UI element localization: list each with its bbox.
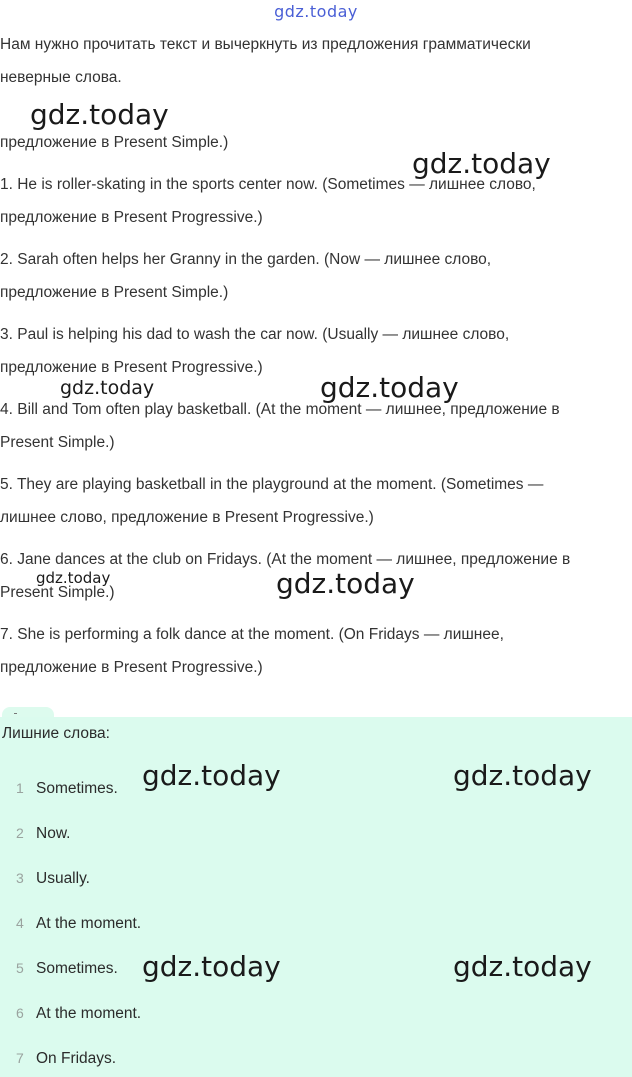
list-item-number: 5	[16, 960, 24, 976]
watermark: gdz.today	[320, 371, 459, 404]
answer-title: Лишние слова:	[2, 725, 110, 742]
list-item-text: Usually.	[36, 870, 90, 887]
text-line-12: Present Simple.)	[0, 584, 115, 601]
text-line-11: 6. Jane dances at the club on Fridays. (At the moment — лишнее, предложение в	[0, 551, 571, 568]
list-item-text: At the moment.	[36, 915, 142, 932]
watermark-top: gdz.today	[274, 2, 358, 21]
intro-line-1: Нам нужно прочитать текст и вычеркнуть из предложения грамматически	[0, 36, 531, 53]
watermark: gdz.today	[276, 567, 415, 600]
watermark: gdz.today	[60, 377, 155, 399]
list-item-text: On Fridays.	[36, 1050, 117, 1067]
text-line-10: лишнее слово, предложение в Present Progressive.)	[0, 509, 374, 526]
watermark: gdz.today	[453, 950, 592, 983]
list-item-text: Sometimes.	[36, 780, 118, 797]
list-item-number: 1	[16, 780, 24, 796]
text-line-6: предложение в Present Progressive.)	[0, 359, 263, 376]
watermark: gdz.today	[30, 98, 169, 131]
watermark: gdz.today	[142, 950, 281, 983]
text-line-4: предложение в Present Simple.)	[0, 284, 229, 301]
list-item-text: Sometimes.	[36, 960, 118, 977]
watermark: gdz.today	[412, 147, 551, 180]
text-line-9: 5. They are playing basketball in the playground at the moment. (Sometimes —	[0, 476, 544, 493]
intro-line-2: неверные слова.	[0, 69, 122, 86]
clipped-text-line	[0, 88, 360, 94]
text-line-8: Present Simple.)	[0, 434, 115, 451]
text-line-14: предложение в Present Progressive.)	[0, 659, 263, 676]
list-item-number: 6	[16, 1005, 24, 1021]
text-line-0: предложение в Present Simple.)	[0, 134, 229, 151]
text-line-13: 7. She is performing a folk dance at the moment. (On Fridays — лишнее,	[0, 626, 504, 643]
text-line-7: 4. Bill and Tom often play basketball. (At the moment — лишнее, предложение в	[0, 401, 560, 418]
answer-box	[0, 717, 632, 1077]
watermark: gdz.today	[142, 759, 281, 792]
text-line-2: предложение в Present Progressive.)	[0, 209, 263, 226]
list-item-number: 7	[16, 1050, 24, 1066]
text-line-1: 1. He is roller-skating in the sports center now. (Sometimes — лишнее слово,	[0, 176, 536, 193]
text-line-3: 2. Sarah often helps her Granny in the garden. (Now — лишнее слово,	[0, 251, 492, 268]
watermark: gdz.today	[36, 569, 111, 587]
intro-text	[0, 28, 620, 94]
text-line-5: 3. Paul is helping his dad to wash the car now. (Usually — лишнее слово,	[0, 326, 510, 343]
list-item-number: 3	[16, 870, 24, 886]
watermark: gdz.today	[453, 759, 592, 792]
list-item-text: Now.	[36, 825, 71, 842]
list-item-number: 2	[16, 825, 24, 841]
list-item-text: At the moment.	[36, 1005, 142, 1022]
list-item-number: 4	[16, 915, 24, 931]
